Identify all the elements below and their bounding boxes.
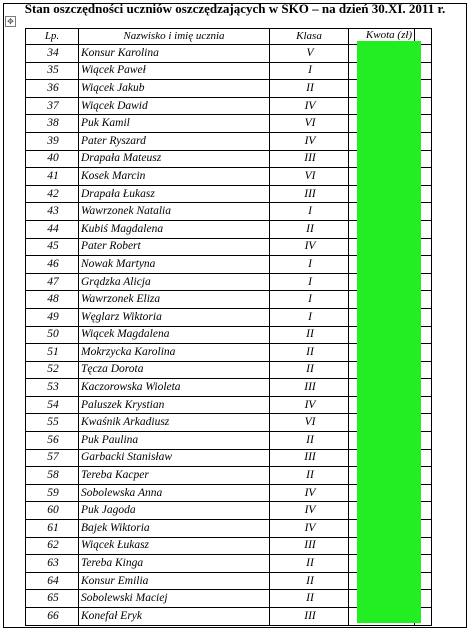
row-lp: 59: [26, 484, 79, 502]
row-student-name: Puk Jagoda: [79, 502, 270, 520]
header-class: Klasa: [270, 29, 349, 45]
row-lp: 48: [26, 291, 79, 309]
row-class: VI: [270, 168, 349, 186]
row-lp: 42: [26, 185, 79, 203]
row-student-name: Bajek Wiktoria: [79, 520, 270, 538]
row-student-name: Puk Paulina: [79, 432, 270, 450]
row-class: II: [270, 344, 349, 362]
row-lp: 64: [26, 572, 79, 590]
row-class: II: [270, 555, 349, 573]
row-class: III: [270, 608, 349, 626]
row-student-name: Wawrzonek Eliza: [79, 291, 270, 309]
row-student-name: Wawrzonek Natalia: [79, 203, 270, 221]
row-student-name: Garbacki Stanisław: [79, 449, 270, 467]
row-student-name: Grądzka Alicja: [79, 273, 270, 291]
row-student-name: Tereba Kacper: [79, 467, 270, 485]
row-student-name: Wiącek Magdalena: [79, 326, 270, 344]
row-class: I: [270, 308, 349, 326]
row-student-name: Pater Ryszard: [79, 132, 270, 150]
header-name: Nazwisko i imię ucznia: [79, 29, 270, 45]
row-class: VI: [270, 414, 349, 432]
row-lp: 57: [26, 449, 79, 467]
row-lp: 53: [26, 379, 79, 397]
row-lp: 39: [26, 132, 79, 150]
row-lp: 40: [26, 150, 79, 168]
row-student-name: Konsur Emilia: [79, 572, 270, 590]
row-class: IV: [270, 238, 349, 256]
row-student-name: Wiącek Jakub: [79, 80, 270, 98]
row-student-name: Sobolewski Maciej: [79, 590, 270, 608]
row-lp: 35: [26, 62, 79, 80]
row-class: IV: [270, 484, 349, 502]
row-class: II: [270, 572, 349, 590]
row-class: II: [270, 80, 349, 98]
row-lp: 52: [26, 361, 79, 379]
row-lp: 56: [26, 432, 79, 450]
row-lp: 45: [26, 238, 79, 256]
row-class: IV: [270, 132, 349, 150]
row-student-name: Tereba Kinga: [79, 555, 270, 573]
row-student-name: Wiącek Łukasz: [79, 537, 270, 555]
row-student-name: Wiącek Paweł: [79, 62, 270, 80]
row-student-name: Kubiś Magdalena: [79, 220, 270, 238]
row-lp: 47: [26, 273, 79, 291]
row-student-name: Pater Robert: [79, 238, 270, 256]
row-lp: 65: [26, 590, 79, 608]
row-class: II: [270, 220, 349, 238]
row-class: IV: [270, 396, 349, 414]
row-lp: 49: [26, 308, 79, 326]
row-student-name: Drapała Łukasz: [79, 185, 270, 203]
row-class: II: [270, 467, 349, 485]
row-class: I: [270, 256, 349, 274]
row-class: III: [270, 537, 349, 555]
row-class: III: [270, 150, 349, 168]
row-class: II: [270, 432, 349, 450]
row-lp: 51: [26, 344, 79, 362]
row-class: IV: [270, 502, 349, 520]
row-student-name: Mokrzycka Karolina: [79, 344, 270, 362]
row-lp: 54: [26, 396, 79, 414]
row-class: IV: [270, 97, 349, 115]
row-lp: 38: [26, 115, 79, 133]
amount-redaction-block: [357, 41, 421, 623]
row-student-name: Kosek Marcin: [79, 168, 270, 186]
row-class: II: [270, 326, 349, 344]
table-move-handle-icon[interactable]: ✥: [5, 16, 16, 27]
row-student-name: Drapała Mateusz: [79, 150, 270, 168]
header-lp: Lp.: [26, 29, 79, 45]
row-class: III: [270, 379, 349, 397]
row-lp: 50: [26, 326, 79, 344]
row-class: III: [270, 449, 349, 467]
header-amount-label: Kwota (zł): [365, 29, 413, 41]
row-student-name: Puk Kamil: [79, 115, 270, 133]
row-student-name: Tęcza Dorota: [79, 361, 270, 379]
row-lp: 34: [26, 45, 79, 63]
row-lp: 37: [26, 97, 79, 115]
row-class: II: [270, 590, 349, 608]
row-class: I: [270, 62, 349, 80]
row-class: I: [270, 203, 349, 221]
row-lp: 66: [26, 608, 79, 626]
row-student-name: Paluszek Krystian: [79, 396, 270, 414]
row-class: VI: [270, 115, 349, 133]
row-class: III: [270, 185, 349, 203]
row-lp: 63: [26, 555, 79, 573]
row-class: I: [270, 273, 349, 291]
row-class: I: [270, 291, 349, 309]
row-student-name: Konsur Karolina: [79, 45, 270, 63]
row-student-name: Sobolewska Anna: [79, 484, 270, 502]
row-student-name: Kaczorowska Wioleta: [79, 379, 270, 397]
row-lp: 46: [26, 256, 79, 274]
row-student-name: Kwaśnik Arkadiusz: [79, 414, 270, 432]
row-class: IV: [270, 520, 349, 538]
row-lp: 41: [26, 168, 79, 186]
row-student-name: Węglarz Wiktoria: [79, 308, 270, 326]
document-title: Stan oszczędności uczniów oszczędzających w SKO – na dzień 30.XI. 2011 r.: [24, 1, 446, 16]
row-lp: 36: [26, 80, 79, 98]
row-lp: 44: [26, 220, 79, 238]
row-lp: 55: [26, 414, 79, 432]
row-lp: 58: [26, 467, 79, 485]
row-lp: 60: [26, 502, 79, 520]
row-lp: 61: [26, 520, 79, 538]
row-student-name: Konefał Eryk: [79, 608, 270, 626]
row-lp: 43: [26, 203, 79, 221]
row-class: V: [270, 45, 349, 63]
row-student-name: Wiącek Dawid: [79, 97, 270, 115]
row-class: II: [270, 361, 349, 379]
row-lp: 62: [26, 537, 79, 555]
row-student-name: Nowak Martyna: [79, 256, 270, 274]
